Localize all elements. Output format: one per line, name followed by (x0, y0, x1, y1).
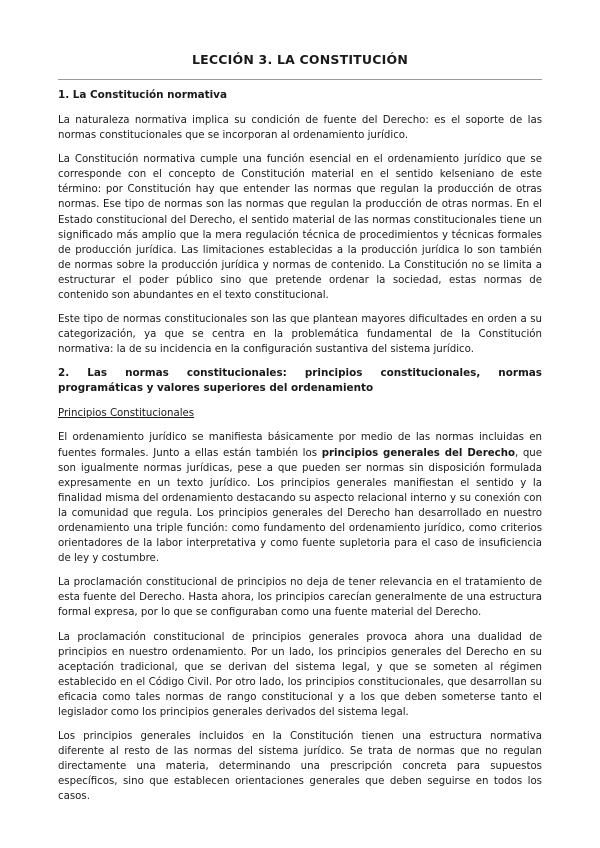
section-1-paragraph-3: Este tipo de normas constitucionales son las que plantean mayores dificultades en orden a su categorización, ya que se centra en la problemática fundamental de la Constitución normativa: la de su incidencia en la configuración sustantiva del sistema jurídico. (58, 314, 542, 356)
section-1-paragraph-1: La naturaleza normativa implica su condición de fuente del Derecho: es el soporte de las normas constitucionales que se incorporan al ordenamiento jurídico. (58, 115, 542, 142)
document-page (58, 52, 542, 814)
section-2-subheading: Principios Constitucionales (58, 408, 195, 420)
section-2-paragraph-1 (58, 430, 542, 566)
paragraph-text: El ordenamiento jurídico se manifiesta básicamente por medio de las normas incluidas en fuentes formales. Junto a ellas están también los (58, 432, 542, 459)
section-2-paragraph-2: La proclamación constitucional de principios no deja de tener relevancia en el tratamiento de esta fuente del Derecho. Hasta ahora, los principios carecían generalmente de una estructura formal expresa, por lo que se configuraban como una fuente material del Derecho. (58, 577, 542, 619)
page-title: LECCIÓN 3. LA CONSTITUCIÓN (192, 52, 408, 67)
paragraph-text: , que son igualmente normas jurídicas, pese a que pueden ser normas sin disposición formulada expresamente en un texto jurídico. Los principios generales manifiestan el sentido y la finalidad misma del ordenamiento destacando su aspecto relacional interno y su conexión con la comunidad que regula. Los principios generales del Derecho han desarrollado en nuestro ordenamiento una triple función: como fundamento del ordenamiento jurídico, como criterios orientadores de la labor interpretativa y como fuente supletoria para el caso de insuficiencia de ley y costumbre. (58, 447, 543, 565)
section-1-heading: 1. La Constitución normativa (58, 89, 227, 101)
section-1-paragraph-2: La Constitución normativa cumple una función esencial en el ordenamiento jurídico que se corresponde con el concepto de Constitución material en el sentido kelseniano de este término: por Constitución hay que entender las normas que regulan la producción de otras normas. Ese tipo de normas son las normas que regulan la producción de otras normas. En el Estado constitucional del Derecho, el sentido material de las normas constitucionales tiene un significado más amplio que la mera regulación técnica de procedimientos y técnicas formales de producción jurídica. Las limitaciones establecidas a la producción jurídica lo son también de normas sobre la producción jurídica y normas de contenido. La Constitución no se limita a estructurar el poder público sino que pretende ordenar la sociedad, estas normas de contenido son abundantes en el texto constitucional. (58, 154, 542, 302)
bold-term: principios generales del Derecho (321, 447, 515, 459)
section-2-heading: 2. Las normas constitucionales: principios constitucionales, normas programáticas y valores superiores del ordenamiento (58, 367, 542, 395)
title-divider (58, 79, 542, 80)
section-2-paragraph-3: La proclamación constitucional de principios generales provoca ahora una dualidad de principios en nuestro ordenamiento. Por un lado, los principios generales del Derecho en su aceptación tradicional, que se derivan del sistema legal, y que se someten al régimen establecido en el Código Civil. Por otro lado, los principios constitucionales, que desarrollan su eficacia como tales normas de rango constitucional y a los que deben someterse tanto el legislador como los principios generales derivados del sistema legal. (58, 631, 542, 718)
section-2-paragraph-4: Los principios generales incluidos en la Constitución tienen una estructura normativa diferente al resto de las normas del sistema jurídico. Se trata de normas que no regulan directamente una materia, determinando una prescripción concreta para supuestos específicos, sino que establecen orientaciones generales que deben seguirse en todos los casos. (58, 731, 542, 803)
